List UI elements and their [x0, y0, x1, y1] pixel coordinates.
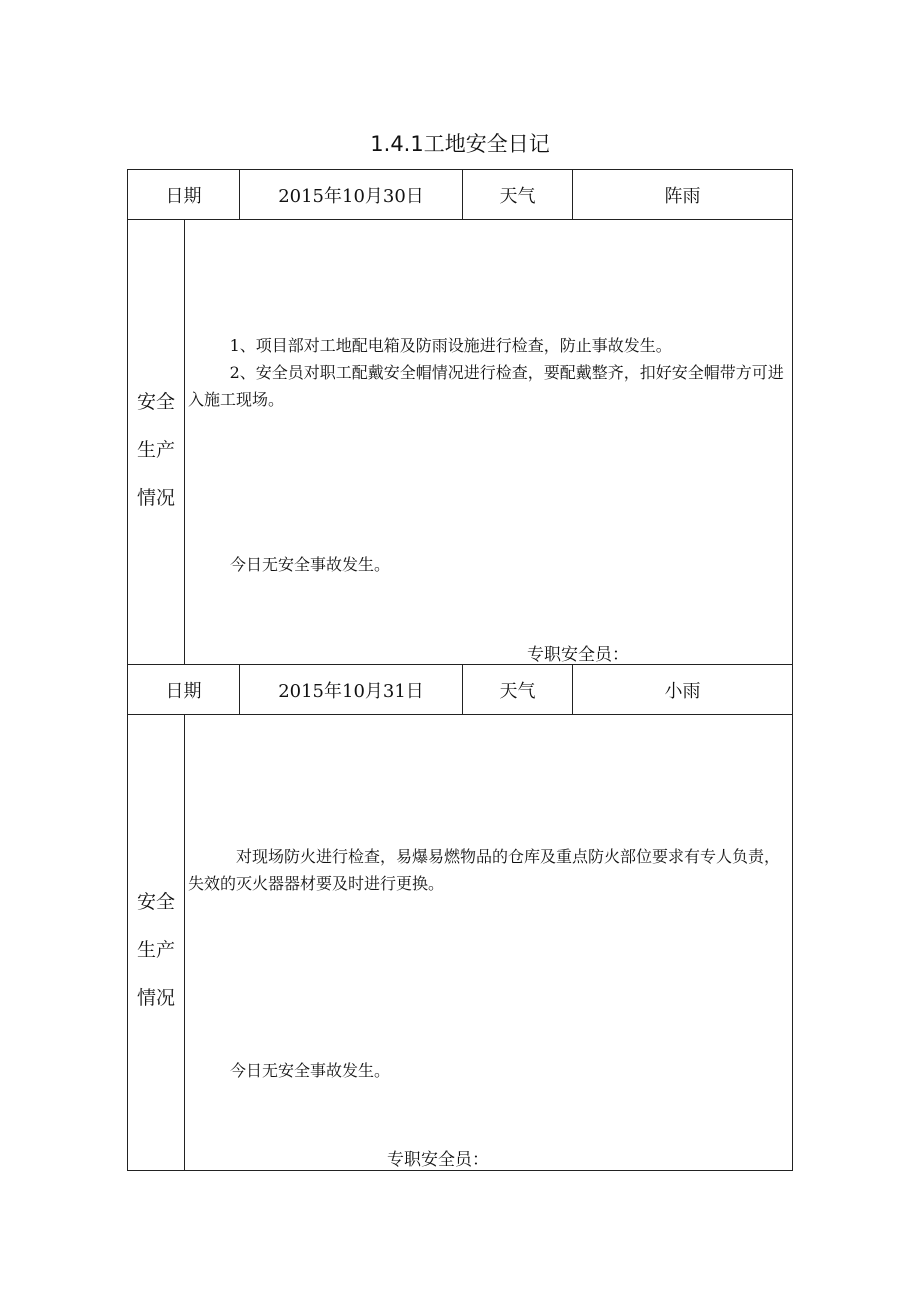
weather-value: 小雨	[664, 680, 701, 702]
side-divider	[184, 714, 185, 1170]
section-label-line: 安全	[136, 891, 175, 913]
daily-summary: 今日无安全事故发生。	[230, 555, 391, 574]
list-item: 2、安全员对职工配戴安全帽情况进行检查，要配戴整齐，扣好安全帽带方可进入施工现场。	[188, 363, 784, 409]
section-label	[128, 378, 184, 522]
table-border-bottom	[127, 1170, 793, 1171]
section-label-line: 安全	[136, 391, 175, 413]
list-item: 对现场防火进行检查，易爆易燃物品的仓库及重点防火部位要求有专人负责，失效的灭火器器材要及时进行更换。	[188, 847, 781, 893]
weather-label: 天气	[499, 185, 536, 207]
section-label-line: 情况	[136, 987, 175, 1009]
section-label-line: 生产	[136, 439, 175, 461]
section-label-line: 情况	[136, 487, 175, 509]
side-divider	[184, 219, 185, 664]
safety-content	[188, 332, 788, 413]
section-label-line: 生产	[136, 939, 175, 961]
weather-value: 阵雨	[664, 185, 701, 207]
signer-label: 专职安全员：	[387, 1150, 489, 1170]
signer-label: 专职安全员：	[527, 645, 629, 665]
section-label	[128, 878, 184, 1022]
row-divider	[127, 219, 793, 220]
date-value: 2015年10月30日	[278, 185, 424, 207]
daily-summary: 今日无安全事故发生。	[230, 1061, 391, 1080]
page-title: 1.4.1工地安全日记	[370, 132, 550, 156]
safety-content	[188, 843, 788, 897]
weather-label: 天气	[499, 680, 536, 702]
list-item: 1、项目部对工地配电箱及防雨设施进行检查，防止事故发生。	[229, 336, 672, 355]
date-value: 2015年10月31日	[278, 680, 424, 702]
date-label: 日期	[165, 185, 202, 207]
table-border-right	[792, 169, 793, 1171]
date-label: 日期	[165, 680, 202, 702]
row-divider	[127, 714, 793, 715]
